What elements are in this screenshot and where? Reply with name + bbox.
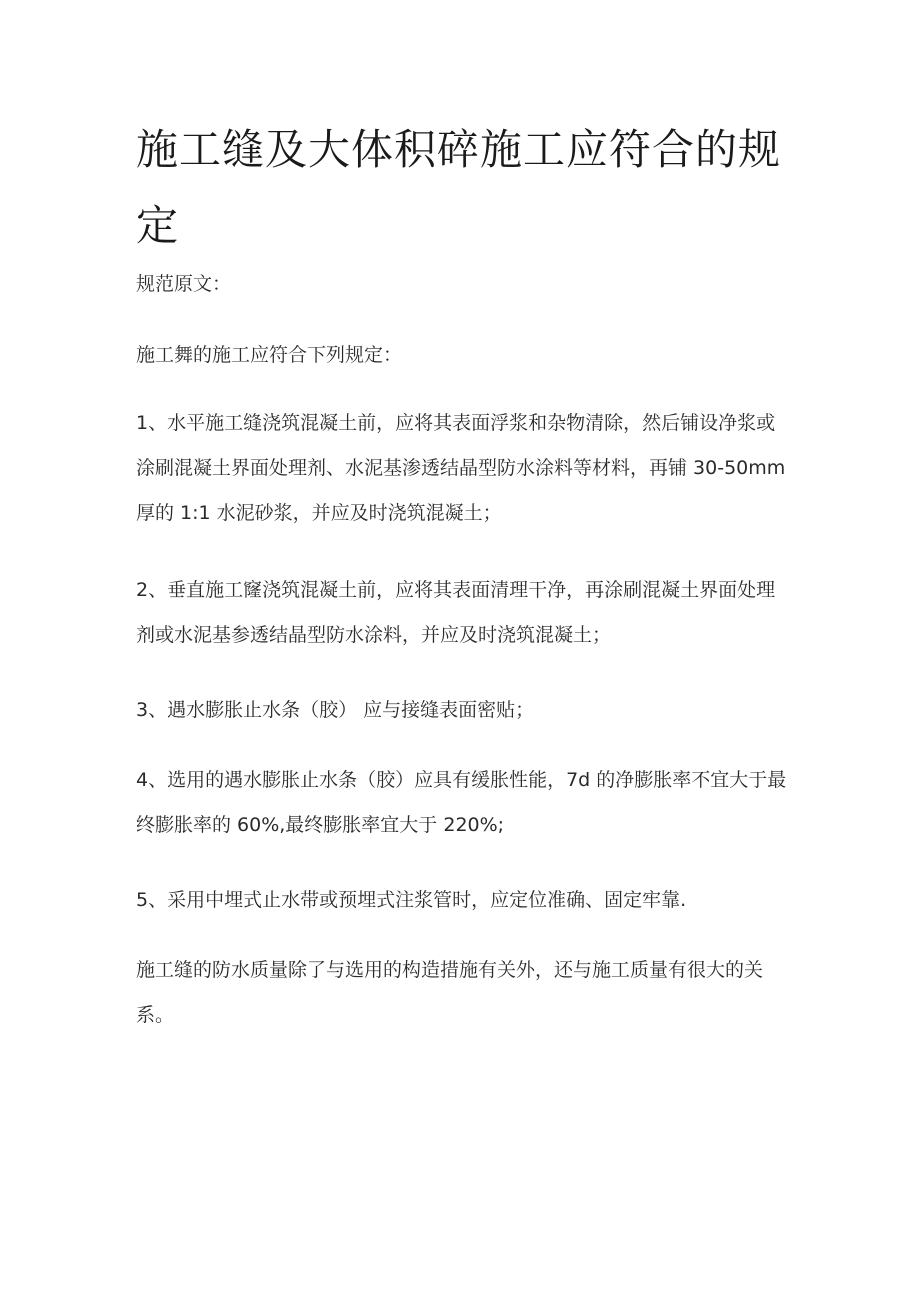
paragraph-conclusion: 施工缝的防水质量除了与选用的构造措施有关外，还与施工质量有很大的关系。	[136, 959, 764, 1026]
paragraph-item-4: 4、选用的遇水膨胀止水条（胶）应具有缓胀性能，7d 的净膨胀率不宜大于最终膨胀率的 60%,最终膨胀率宜大于 220%;	[136, 769, 787, 836]
paragraph-item-5: 5、采用中埋式止水带或预埋式注浆管时，应定位准确、固定牢靠.	[136, 889, 687, 911]
paragraph-item-3: 3、遇水膨胀止水条（胶） 应与接缝表面密贴；	[136, 699, 535, 721]
paragraph-item-1: 1、水平施工缝浇筑混凝土前，应将其表面浮浆和杂物清除，然后铺设净浆或涂刷混凝土界面处理剂、水泥基渗透结晶型防水涂料等材料，再铺 30-50mm 厚的 1:1 水泥砂浆，并应及时浇筑混凝土；	[136, 412, 786, 524]
paragraph-rules-heading: 施工舞的施工应符合下列规定：	[136, 344, 403, 366]
document-title: 施工缝及大体积碎施工应符合的规定	[136, 125, 782, 250]
paragraph-spec-intro: 规范原文：	[136, 273, 232, 295]
paragraph-item-2: 2、垂直施工窿浇筑混凝土前，应将其表面清理干净，再涂刷混凝土界面处理剂或水泥基参透结晶型防水涂料，并应及时浇筑混凝土；	[136, 579, 776, 646]
